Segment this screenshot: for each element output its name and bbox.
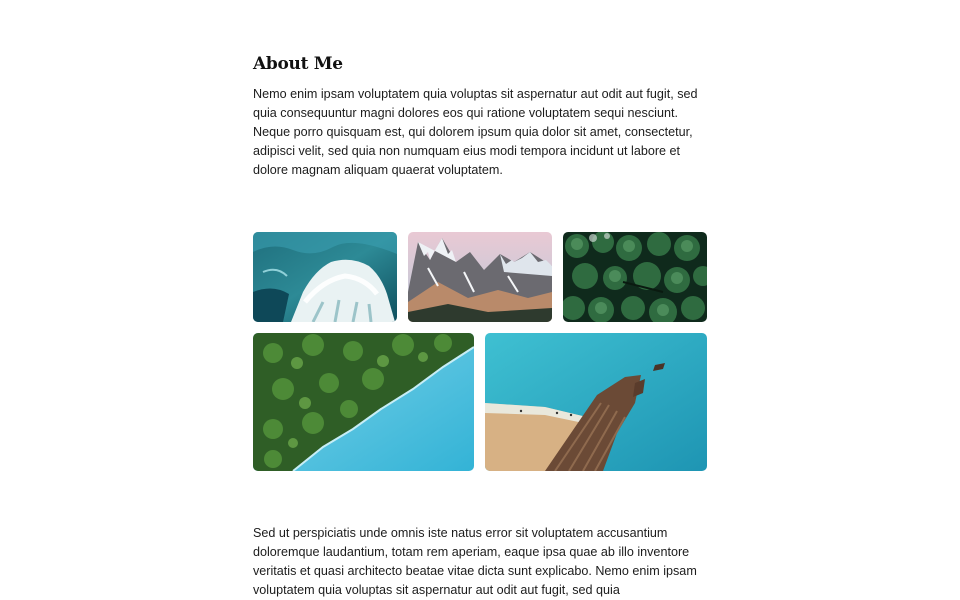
aerial-pine-forest-photo[interactable] <box>563 232 707 322</box>
more-paragraph: Sed ut perspiciatis unde omnis iste natus error sit voluptatem accusantium doloremque laudantium, totam rem aperiam, eaque ipsa quae ab illo inventore veritatis et quasi architecto beatae vitae dicta sunt explicabo. Nemo enim ipsam voluptatem quia voluptas sit aspernatur aut odit aut fugit, sed quia <box>253 526 697 597</box>
page-title: About Me <box>253 54 343 74</box>
photo-gallery <box>253 232 707 471</box>
beach-rocky-coast-photo[interactable] <box>485 333 707 471</box>
forest-meets-turquoise-water-photo[interactable] <box>253 333 474 471</box>
aerial-ocean-wave-photo[interactable] <box>253 232 397 322</box>
about-paragraph: Nemo enim ipsam voluptatem quia voluptas sit aspernatur aut odit aut fugit, sed quia consequuntur magni dolores eos qui ratione voluptatem sequi nesciunt. Neque porro quisquam est, qui dolorem ipsum quia dolor sit amet, consectetur, adipisci velit, sed quia non numquam eius modi tempora incidunt ut labore et dolore magnam aliquam quaerat voluptatem. <box>253 87 698 177</box>
snowy-mountain-range-photo[interactable] <box>408 232 552 322</box>
